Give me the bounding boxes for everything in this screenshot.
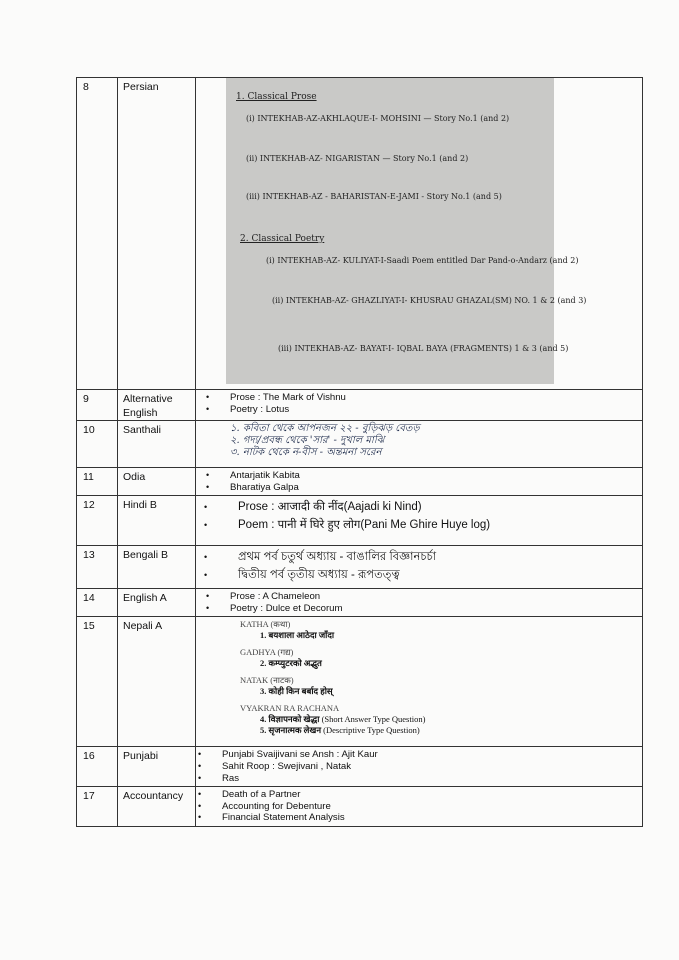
table-row [77,747,643,787]
list-item: • Antarjatik Kabita [230,470,638,482]
section-label: NATAK (नाटक) [240,675,294,686]
subject-name: Nepali A [118,617,196,747]
row-number: 8 [77,78,118,390]
table-row [77,787,643,827]
section-item: 1. बयशाला आठेदा जाँदा [260,630,335,641]
topics-cell [196,496,643,546]
topics-cell [196,546,643,589]
item-note: (Short Answer Type Question) [321,714,426,725]
list-item: • Death of a Partner [222,789,638,801]
list-item: • Sahit Roop : Swejivani , Natak [222,761,638,773]
subject-name: Persian [118,78,196,390]
list-item: • Punjabi Svaijivani se Ansh : Ajit Kaur [222,749,638,761]
table-row [77,546,643,589]
row-number: 11 [77,468,118,496]
topics-cell [196,390,643,421]
subject-name: Alternative English [118,390,196,421]
section-label: GADHYA (गद्य) [240,647,294,658]
list-item: • প্রথম পর্ব চতুর্থ অধ্যায় - বাঙালির বিজ্ঞানচর্চা [238,548,638,566]
row-number: 14 [77,589,118,617]
table-row [77,468,643,496]
handwritten-line: ১. কবিতা থেকে আপনজন ২২ - বুড়িঝড় বেতড় [230,423,420,434]
scan-line: (iii) INTEKHAB-AZ- BAYAT-I- IQBAL BAYA (FRAGMENTS) 1 & 3 (and 5) [278,344,569,353]
item-note: (Descriptive Type Question) [323,725,420,736]
list-item: • Ras [222,773,638,785]
subject-name: Punjabi [118,747,196,787]
topics-cell [196,617,643,747]
subject-name: Bengali B [118,546,196,589]
list-item: • Prose : A Chameleon [230,591,638,603]
row-number: 12 [77,496,118,546]
list-item: • Bharatiya Galpa [230,482,638,494]
row-number: 13 [77,546,118,589]
handwritten-line: ৩. নাটক থেকে ন-বীস - অন্তমনা সরেন [230,447,382,458]
table-row [77,589,643,617]
topics-cell [196,589,643,617]
topics-cell [196,747,643,787]
section-label: VYAKRAN RA RACHANA [240,703,340,714]
table-row [77,78,643,390]
topics-cell [196,421,643,468]
subject-name: Santhali [118,421,196,468]
row-number: 15 [77,617,118,747]
section-item: 3. कोही किन बर्बाद होस् [260,686,333,697]
scan-line: (ii) INTEKHAB-AZ- GHAZLIYAT-I- KHUSRAU GHAZAL(SM) NO. 1 & 2 (and 3) [272,296,587,305]
subject-name: Hindi B [118,496,196,546]
scan-line: (ii) INTEKHAB-AZ- NIGARISTAN — Story No.1 (and 2) [246,154,469,163]
scan-line: (i) INTEKHAB-AZ-AKHLAQUE-I- MOHSINI — Story No.1 (and 2) [246,114,510,123]
subject-name: Odia [118,468,196,496]
topics-cell [196,78,643,390]
syllabus-table [76,77,643,827]
topics-cell [196,787,643,827]
table-row [77,421,643,468]
row-number: 17 [77,787,118,827]
subject-name: English A [118,589,196,617]
section-item [240,714,638,725]
list-item: • Poetry : Lotus [230,404,638,416]
list-item: • Poem : पानी में घिरे हुए लोग(Pani Me Ghire Huye log) [238,516,638,534]
table-row [77,617,643,747]
topics-cell [196,468,643,496]
table-row [77,496,643,546]
persian-scan-image [226,78,587,384]
table-row [77,390,643,421]
item-text: 5. सृजनात्मक लेखन [260,725,322,736]
list-item: • Prose : The Mark of Vishnu [230,392,638,404]
scan-line: 2. Classical Poetry [240,234,325,244]
scan-line: (iii) INTEKHAB-AZ - BAHARISTAN-E-JAMI - Story No.1 (and 5) [246,192,502,201]
list-item: • Prose : आजादी की नींद(Aajadi ki Nind) [238,498,638,516]
list-item: • Accounting for Debenture [222,801,638,813]
section-label: KATHA (कथा) [240,619,291,630]
nepali-topics [200,619,638,736]
section-item: 2. कम्प्युटरको अद्भुत [260,658,322,669]
scan-line: 1. Classical Prose [236,92,317,102]
list-item: • Poetry : Dulce et Decorum [230,603,638,615]
section-item [240,725,638,736]
list-item: • দ্বিতীয় পর্ব তৃতীয় অধ্যায় - রূপতত্ত্ব [238,566,638,584]
handwritten-line: ২. গদ্য/প্রবন্ধ থেকে 'সার' - দুখাল মাঝি [230,435,385,446]
list-item: • Financial Statement Analysis [222,812,638,824]
row-number: 9 [77,390,118,421]
item-text: 4. विज्ञापनको खेद्धा [260,714,320,725]
scan-line: (i) INTEKHAB-AZ- KULIYAT-I-Saadi Poem entitled Dar Pand-o-Andarz (and 2) [266,256,579,265]
subject-name: Accountancy [118,787,196,827]
row-number: 10 [77,421,118,468]
row-number: 16 [77,747,118,787]
